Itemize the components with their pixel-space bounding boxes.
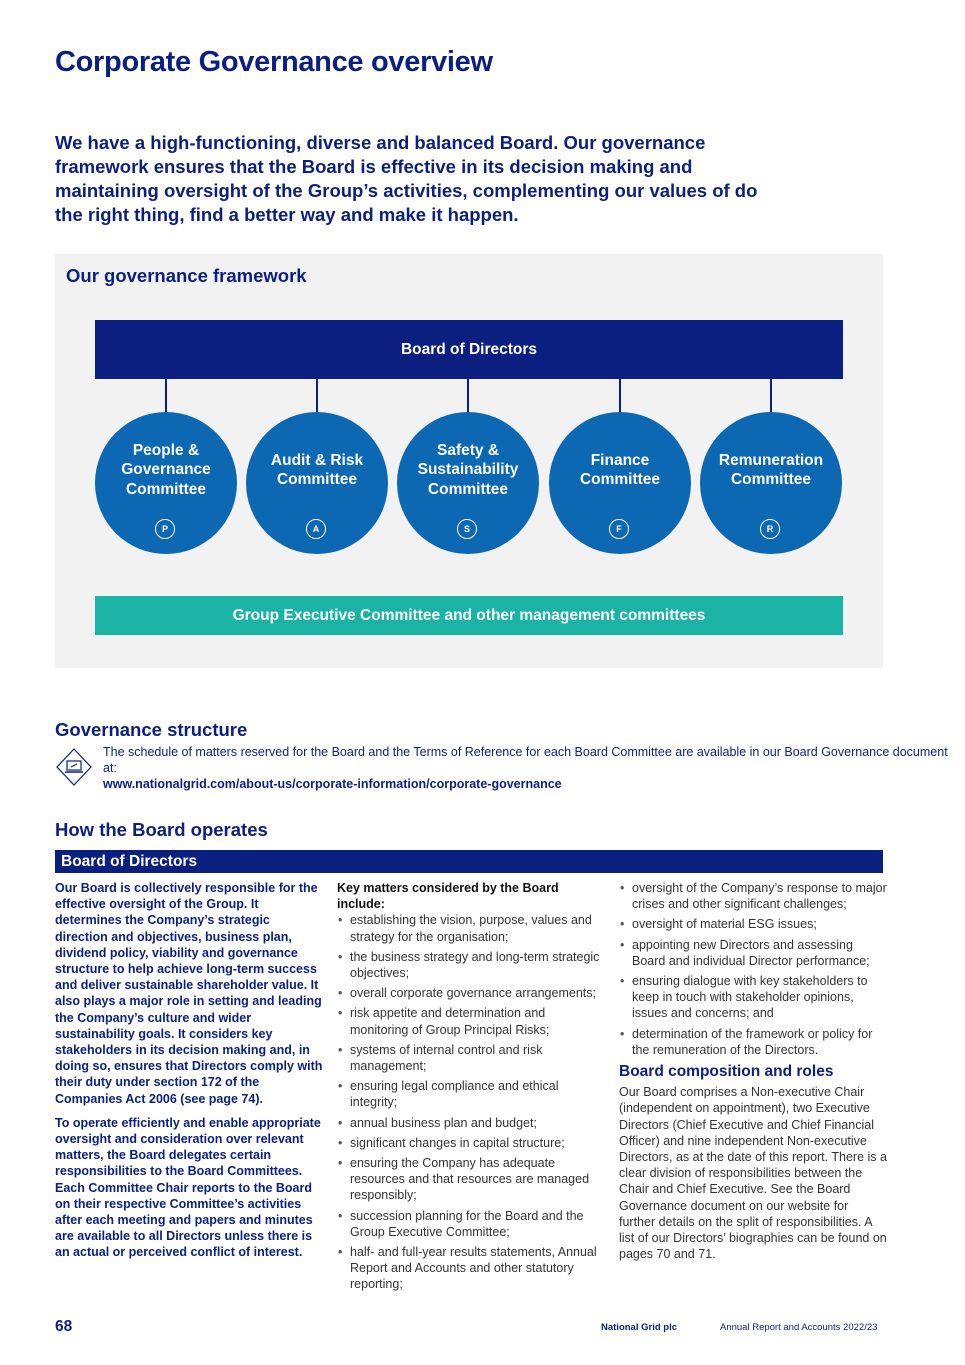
list-item: • half- and full-year results statements, Annual Report and Accounts and other statutory reporting;	[337, 1244, 602, 1293]
governance-structure-heading: Governance structure	[55, 719, 248, 740]
board-responsibility-paragraph: Our Board is collectively responsible for the effective oversight of the Group. It determines the Company’s strategic direction and objectives, business plan, dividend policy, viability and governance structure to help achieve long-term success and deliver sustainable shareholder value. It also plays a major role in setting and leading the Company’s culture and wider sustainability goals. It considers key stakeholders in its decision making and, in doing so, ensures that Directors comply with their duty under section 172 of the Companies Act 2006 (see page 74).	[55, 881, 323, 1106]
page-title: Corporate Governance overview	[55, 46, 493, 78]
connector-line	[619, 379, 621, 413]
connector-line	[165, 379, 167, 413]
framework-title: Our governance framework	[66, 265, 307, 286]
governance-url-link[interactable]: www.nationalgrid.com/about-us/corporate-information/corporate-governance	[103, 777, 562, 791]
list-item: • the business strategy and long-term strategic objectives;	[337, 949, 602, 981]
committee-badge: R	[760, 519, 780, 539]
committee-safety-sustainability	[397, 412, 539, 554]
committee-remuneration	[700, 412, 842, 554]
committee-name: People & Governance Committee	[121, 441, 211, 498]
committee-audit-risk	[246, 412, 388, 554]
connector-line	[316, 379, 318, 413]
list-item: • appointing new Directors and assessing Board and individual Director performance;	[619, 937, 887, 969]
board-of-directors-box	[95, 320, 843, 379]
page-number: 68	[55, 1318, 73, 1335]
list-item: • determination of the framework or policy for the remuneration of the Directors.	[619, 1026, 887, 1058]
key-matters-list-continued	[619, 880, 887, 1058]
list-item: • succession planning for the Board and the Group Executive Committee;	[337, 1208, 602, 1240]
committee-badge: S	[457, 519, 477, 539]
board-delegation-paragraph: To operate efficiently and enable appropriate oversight and consideration over relevant matters, the Board delegates certain responsibilities to the Board Committees. Each Committee Chair reports to the Board on their respective Committee’s activities after each meeting and papers and minutes are available to all Directors unless there is an actual or perceived conflict of interest.	[55, 1115, 321, 1260]
committee-people-governance	[95, 412, 237, 554]
board-of-directors-bar: Board of Directors	[55, 850, 883, 873]
key-matters-list	[337, 912, 602, 1292]
footer-company: National Grid plc	[601, 1322, 678, 1333]
committee-name: Audit & Risk Committee	[270, 451, 364, 488]
how-board-operates-heading: How the Board operates	[55, 819, 268, 840]
governance-framework-panel	[55, 254, 883, 668]
list-item: • oversight of the Company’s response to major crises and other significant challenges;	[619, 880, 887, 912]
committee-name: Safety & Sustainability Committee	[417, 441, 519, 498]
list-item: • establishing the vision, purpose, values and strategy for the organisation;	[337, 912, 602, 944]
list-item: • significant changes in capital structure;	[337, 1135, 602, 1151]
group-executive-committee-box	[95, 596, 843, 635]
list-item: • ensuring dialogue with key stakeholders to keep in touch with stakeholder opinions, issues and concerns; and	[619, 973, 887, 1022]
list-item: • systems of internal control and risk management;	[337, 1042, 602, 1074]
board-responsibilities-column	[55, 880, 323, 1269]
committee-name: Remuneration Committee	[718, 451, 824, 488]
governance-structure-description: The schedule of matters reserved for the Board and the Terms of Reference for each Board Committee are available in our Board Governance document at:	[103, 745, 948, 775]
list-item: • risk appetite and determination and monitoring of Group Principal Risks;	[337, 1005, 602, 1037]
committee-name: Finance Committee	[579, 451, 661, 488]
connector-line	[770, 379, 772, 413]
list-item: • ensuring legal compliance and ethical integrity;	[337, 1078, 602, 1110]
list-item: • annual business plan and budget;	[337, 1115, 602, 1131]
committee-finance	[549, 412, 691, 554]
laptop-icon	[55, 747, 93, 787]
committee-badge: A	[306, 519, 326, 539]
committee-badge: P	[155, 519, 175, 539]
board-composition-heading: Board composition and roles	[619, 1063, 834, 1081]
intro-statement: We have a high-functioning, diverse and balanced Board. Our governance framework ensures that the Board is effective in its decision making and maintaining oversight of the Group’s activities, complementing our values of do the right thing, find a better way and make it happen.	[55, 132, 758, 225]
key-matters-column	[337, 880, 602, 1297]
key-matters-continued-column	[619, 880, 887, 1262]
governance-structure-text	[103, 744, 965, 792]
executive-label: Group Executive Committee and other management committees	[232, 606, 706, 624]
board-label: Board of Directors	[400, 340, 538, 358]
key-matters-heading: Key matters considered by the Board include:	[337, 881, 559, 912]
board-composition-text: Our Board comprises a Non-executive Chair (independent on appointment), two Executive Directors (Chief Executive and Chief Financial Officer) and nine independent Non-executive Directors, as at the date of this report. There is a clear division of responsibilities between the Chair and Chief Executive. See the Board Governance document on our website for further details on the split of responsibilities. A list of our Directors’ biographies can be found on pages 70 and 71.	[619, 1085, 887, 1262]
list-item: • oversight of material ESG issues;	[619, 916, 887, 932]
list-item: • ensuring the Company has adequate resources and that resources are managed responsibly;	[337, 1155, 602, 1204]
committee-badge: F	[609, 519, 629, 539]
footer-report-title: Annual Report and Accounts 2022/23	[720, 1322, 878, 1333]
connector-line	[467, 379, 469, 413]
list-item: • overall corporate governance arrangements;	[337, 985, 602, 1001]
